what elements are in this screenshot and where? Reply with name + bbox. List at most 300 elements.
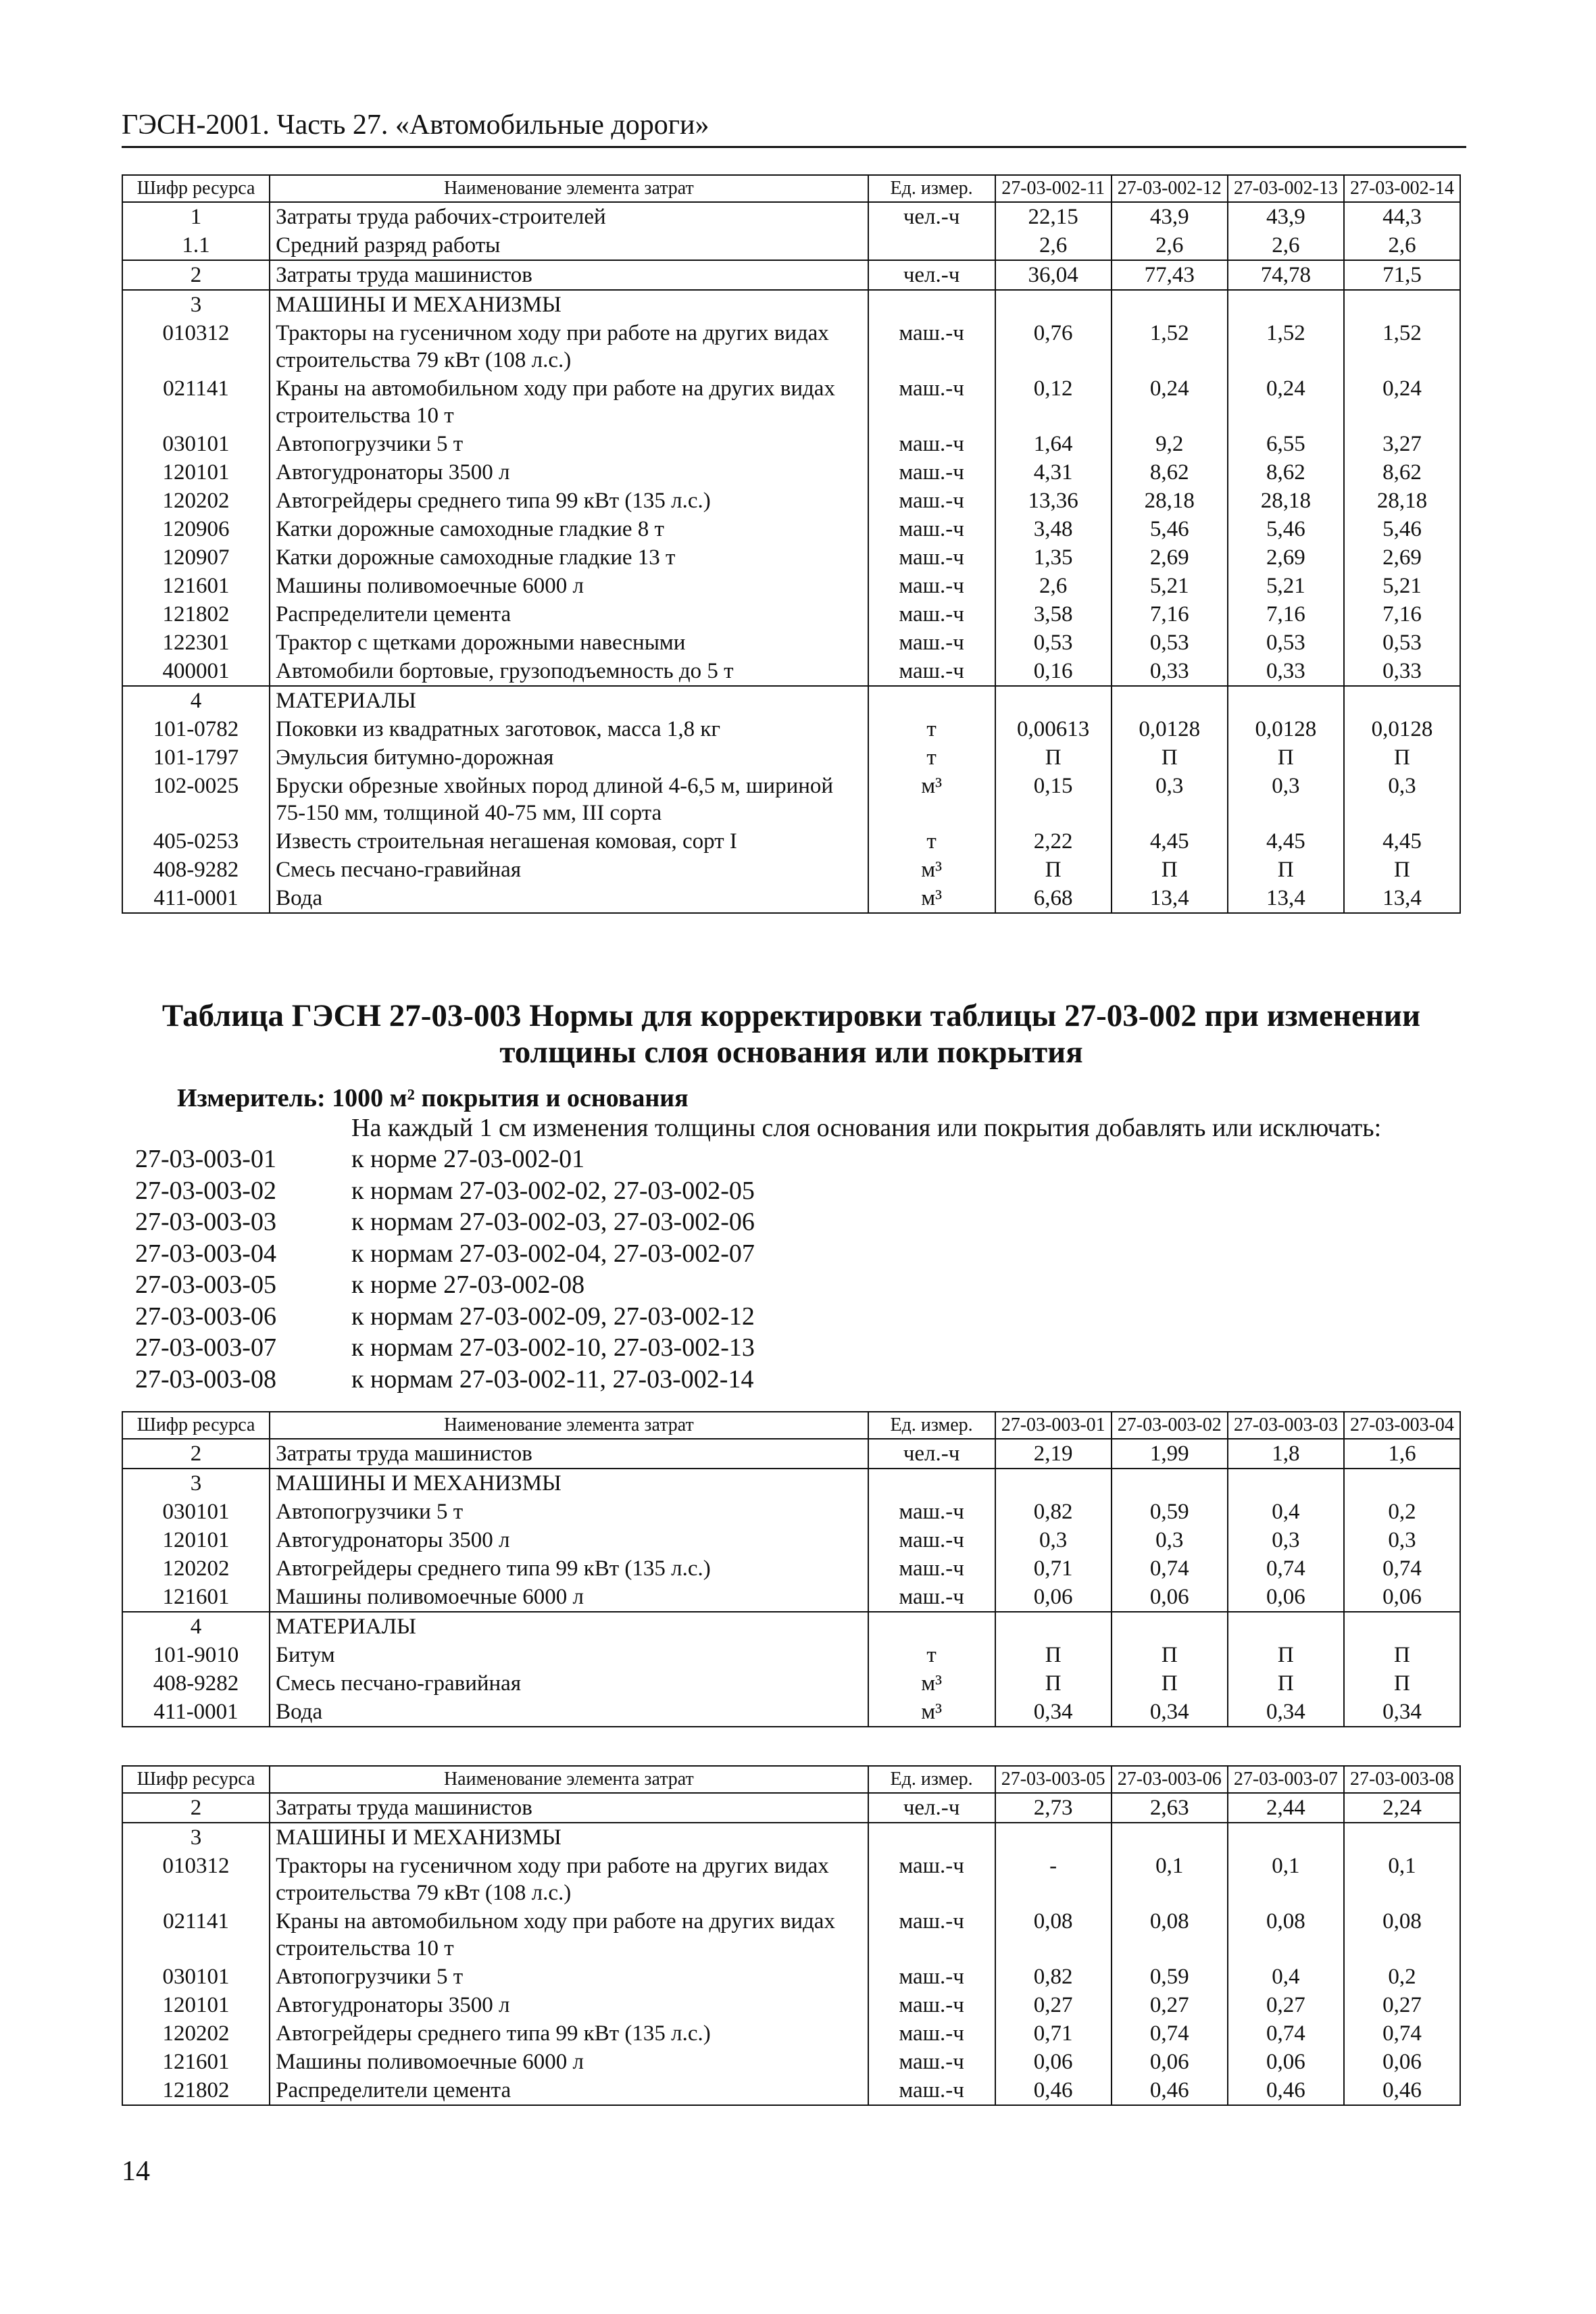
norm-value: П	[1344, 1669, 1460, 1698]
norm-value: 0,33	[1112, 657, 1228, 686]
unit-cell	[868, 231, 995, 260]
unit-cell: м³	[868, 1669, 995, 1698]
norm-value: 43,9	[1112, 202, 1228, 231]
cost-element-name: Катки дорожные самоходные гладкие 8 т	[270, 515, 868, 543]
empty-cell	[1228, 1612, 1344, 1641]
empty-cell	[1112, 290, 1228, 319]
norm-value: П	[1228, 743, 1344, 772]
norm-value: 2,6	[995, 572, 1112, 600]
empty-cell	[1344, 1823, 1460, 1852]
norm-value: 2,69	[1228, 543, 1344, 572]
table-row	[122, 600, 1460, 629]
col-header-norm: 27-03-003-08	[1344, 1766, 1460, 1793]
table-row	[122, 1583, 1460, 1612]
resource-code: 120202	[122, 1554, 270, 1583]
norm-value: П	[1228, 856, 1344, 884]
reference-row	[135, 1364, 755, 1396]
cost-element-name: Смесь песчано-гравийная	[270, 856, 868, 884]
resource-code: 121802	[122, 600, 270, 629]
empty-cell	[1228, 1469, 1344, 1498]
table-header-row	[122, 1412, 1460, 1439]
resource-code: 120907	[122, 543, 270, 572]
norm-value: 2,19	[995, 1439, 1112, 1469]
col-header-code: Шифр ресурса	[122, 1412, 270, 1439]
norm-value: 2,24	[1344, 1793, 1460, 1823]
norm-value: 2,73	[995, 1793, 1112, 1823]
norm-value: 0,08	[995, 1907, 1112, 1963]
resource-code: 010312	[122, 1852, 270, 1907]
empty-cell	[995, 1823, 1112, 1852]
resource-code: 4	[122, 686, 270, 715]
table-row	[122, 319, 1460, 374]
cost-element-name: Автогудронаторы 3500 л	[270, 1991, 868, 2019]
reference-text: к нормам 27-03-002-02, 27-03-002-05	[351, 1176, 755, 1205]
norm-value: П	[995, 743, 1112, 772]
unit-cell: маш.-ч	[868, 1498, 995, 1526]
norm-value: П	[995, 1641, 1112, 1669]
norm-value: 0,06	[995, 2048, 1112, 2076]
resource-code: 121601	[122, 572, 270, 600]
empty-cell	[995, 1469, 1112, 1498]
norm-value: 0,3	[1112, 772, 1228, 827]
table-row	[122, 1554, 1460, 1583]
resource-code: 120101	[122, 1991, 270, 2019]
norm-value: П	[1112, 743, 1228, 772]
unit-cell: чел.-ч	[868, 260, 995, 290]
norm-value: 4,45	[1344, 827, 1460, 856]
table-row	[122, 715, 1460, 743]
table-header-row	[122, 175, 1460, 202]
col-header-norm: 27-03-003-04	[1344, 1412, 1460, 1439]
norm-value: 2,6	[1228, 231, 1344, 260]
cost-element-name: Известь строительная негашеная комовая, сорт I	[270, 827, 868, 856]
norm-value: 0,3	[1228, 1526, 1344, 1554]
reference-row	[135, 1175, 755, 1207]
cost-element-name: Бруски обрезные хвойных пород длиной 4-6,5 м, шириной 75-150 мм, толщиной 40-75 мм, III сорта	[270, 772, 868, 827]
norm-value: 0,74	[1112, 1554, 1228, 1583]
table-row	[122, 2076, 1460, 2105]
norm-value: 3,48	[995, 515, 1112, 543]
unit-cell: м³	[868, 1698, 995, 1727]
resource-code: 030101	[122, 430, 270, 458]
norm-value: 0,06	[1112, 2048, 1228, 2076]
norm-value: 3,27	[1344, 430, 1460, 458]
col-header-norm: 27-03-002-12	[1112, 175, 1228, 202]
norm-value: 4,31	[995, 458, 1112, 487]
cost-element-name: Краны на автомобильном ходу при работе на других видах строительства 10 т	[270, 374, 868, 430]
meter-line: Измеритель: 1000 м² покрытия и основания	[177, 1084, 689, 1112]
norm-value: 0,12	[995, 374, 1112, 430]
norm-value: 0,46	[1112, 2076, 1228, 2105]
table-row	[122, 515, 1460, 543]
col-header-unit: Ед. измер.	[868, 1766, 995, 1793]
unit-cell: маш.-ч	[868, 1907, 995, 1963]
norm-value: 2,6	[1112, 231, 1228, 260]
norm-value: П	[1112, 1641, 1228, 1669]
norm-value: 0,00613	[995, 715, 1112, 743]
reference-row	[135, 1238, 755, 1270]
section-row	[122, 686, 1460, 715]
unit-cell: маш.-ч	[868, 572, 995, 600]
norm-value: 0,06	[1112, 1583, 1228, 1612]
resource-code: 2	[122, 1439, 270, 1469]
reference-code: 27-03-003-08	[135, 1364, 276, 1394]
norm-value: П	[1344, 1641, 1460, 1669]
norm-value: П	[1228, 1641, 1344, 1669]
norm-value: 0,74	[1228, 2019, 1344, 2048]
reference-code: 27-03-003-03	[135, 1208, 276, 1236]
resource-code: 021141	[122, 374, 270, 430]
norm-value: 0,15	[995, 772, 1112, 827]
norm-value: 71,5	[1344, 260, 1460, 290]
section-row	[122, 1823, 1460, 1852]
section-heading: МАШИНЫ И МЕХАНИЗМЫ	[270, 1823, 868, 1852]
resource-code: 120202	[122, 487, 270, 515]
norm-value: 0,33	[1344, 657, 1460, 686]
norm-value: 0,24	[1112, 374, 1228, 430]
col-header-name: Наименование элемента затрат	[270, 175, 868, 202]
table-row	[122, 458, 1460, 487]
unit-cell: маш.-ч	[868, 487, 995, 515]
table-row	[122, 2048, 1460, 2076]
table-row	[122, 856, 1460, 884]
norms-table-27-03-002	[122, 174, 1461, 914]
cost-element-name: Машины поливомоечные 6000 л	[270, 1583, 868, 1612]
resource-code: 120906	[122, 515, 270, 543]
reference-row	[135, 1301, 755, 1333]
empty-cell	[1344, 290, 1460, 319]
norm-value: 6,68	[995, 884, 1112, 913]
reference-code: 27-03-003-05	[135, 1271, 276, 1299]
norm-value: 5,46	[1228, 515, 1344, 543]
cost-element-name: Трактор с щетками дорожными навесными	[270, 629, 868, 657]
unit-cell: маш.-ч	[868, 1526, 995, 1554]
norm-value: 8,62	[1228, 458, 1344, 487]
unit-cell: м³	[868, 856, 995, 884]
empty-cell	[1228, 1823, 1344, 1852]
section-row	[122, 1469, 1460, 1498]
empty-cell	[1112, 1469, 1228, 1498]
table-row	[122, 1698, 1460, 1727]
norm-value: 0,82	[995, 1963, 1112, 1991]
norm-value: 0,1	[1228, 1852, 1344, 1907]
empty-cell	[995, 1612, 1112, 1641]
empty-cell	[1228, 686, 1344, 715]
unit-cell: т	[868, 715, 995, 743]
reference-text: к нормам 27-03-002-10, 27-03-002-13	[351, 1333, 755, 1362]
norm-value: 6,55	[1228, 430, 1344, 458]
norm-value: 5,46	[1112, 515, 1228, 543]
norm-value: -	[995, 1852, 1112, 1907]
reference-code: 27-03-003-07	[135, 1333, 276, 1362]
norm-value: 0,2	[1344, 1963, 1460, 1991]
norm-value: 0,59	[1112, 1498, 1228, 1526]
norm-value: 0,74	[1228, 1554, 1344, 1583]
norm-value: 0,0128	[1344, 715, 1460, 743]
resource-code: 122301	[122, 629, 270, 657]
norm-value: 8,62	[1344, 458, 1460, 487]
norm-value: 2,44	[1228, 1793, 1344, 1823]
resource-code: 3	[122, 1469, 270, 1498]
cost-element-name: Вода	[270, 1698, 868, 1727]
norm-value: 0,0128	[1228, 715, 1344, 743]
cost-element-name: Автогрейдеры среднего типа 99 кВт (135 л.с.)	[270, 2019, 868, 2048]
norm-value: 22,15	[995, 202, 1112, 231]
cost-element-name: Автогудронаторы 3500 л	[270, 1526, 868, 1554]
empty-cell	[1112, 1823, 1228, 1852]
norms-table-27-03-003-a	[122, 1411, 1461, 1727]
norm-value: 0,24	[1344, 374, 1460, 430]
norm-value: 0,27	[1228, 1991, 1344, 2019]
empty-cell	[868, 290, 995, 319]
empty-cell	[1112, 686, 1228, 715]
page-header: ГЭСН-2001. Часть 27. «Автомобильные дороги»	[122, 108, 1466, 148]
norm-value: 1,99	[1112, 1439, 1228, 1469]
cost-element-name: Автопогрузчики 5 т	[270, 1963, 868, 1991]
cost-element-name: Вода	[270, 884, 868, 913]
table-row	[122, 884, 1460, 913]
norm-value: 0,34	[1344, 1698, 1460, 1727]
norm-value: 0,16	[995, 657, 1112, 686]
resource-code: 3	[122, 1823, 270, 1852]
cost-element-name: Тракторы на гусеничном ходу при работе на других видах строительства 79 кВт (108 л.с.)	[270, 1852, 868, 1907]
unit-cell: маш.-ч	[868, 1554, 995, 1583]
section-row	[122, 1612, 1460, 1641]
norm-value: П	[995, 856, 1112, 884]
empty-cell	[1112, 1612, 1228, 1641]
norm-value: 0,4	[1228, 1498, 1344, 1526]
resource-code: 030101	[122, 1498, 270, 1526]
unit-cell: маш.-ч	[868, 374, 995, 430]
norm-value: 4,45	[1112, 827, 1228, 856]
cost-element-name: Автогрейдеры среднего типа 99 кВт (135 л.с.)	[270, 1554, 868, 1583]
empty-cell	[868, 686, 995, 715]
resource-code: 121802	[122, 2076, 270, 2105]
col-header-norm: 27-03-002-13	[1228, 175, 1344, 202]
resource-code: 120101	[122, 458, 270, 487]
empty-cell	[868, 1612, 995, 1641]
norm-value: 1,52	[1112, 319, 1228, 374]
norm-value: 1,52	[1228, 319, 1344, 374]
table-row	[122, 629, 1460, 657]
col-header-unit: Ед. измер.	[868, 1412, 995, 1439]
resource-code: 411-0001	[122, 1698, 270, 1727]
resource-code: 030101	[122, 1963, 270, 1991]
norm-value: 1,64	[995, 430, 1112, 458]
reference-text: к нормам 27-03-002-03, 27-03-002-06	[351, 1208, 755, 1236]
table-row	[122, 572, 1460, 600]
section-heading: МАШИНЫ И МЕХАНИЗМЫ	[270, 1469, 868, 1498]
col-header-unit: Ед. измер.	[868, 175, 995, 202]
norm-value: 0,53	[1344, 629, 1460, 657]
norm-value: 0,3	[1344, 772, 1460, 827]
norm-value: 0,4	[1228, 1963, 1344, 1991]
col-header-code: Шифр ресурса	[122, 1766, 270, 1793]
unit-cell: маш.-ч	[868, 2048, 995, 2076]
norm-value: 36,04	[995, 260, 1112, 290]
resource-code: 010312	[122, 319, 270, 374]
unit-cell: т	[868, 827, 995, 856]
norm-value: 0,59	[1112, 1963, 1228, 1991]
cost-element-name: Распределители цемента	[270, 600, 868, 629]
table-row	[122, 1793, 1460, 1823]
reference-text: к нормам 27-03-002-04, 27-03-002-07	[351, 1239, 755, 1268]
reference-row	[135, 1143, 755, 1175]
norm-value: 0,3	[1344, 1526, 1460, 1554]
norm-value: 1,52	[1344, 319, 1460, 374]
col-header-norm: 27-03-002-11	[995, 175, 1112, 202]
cost-element-name: Тракторы на гусеничном ходу при работе на других видах строительства 79 кВт (108 л.с.)	[270, 319, 868, 374]
norm-value: 0,74	[1344, 2019, 1460, 2048]
norm-value: 0,74	[1344, 1554, 1460, 1583]
norm-value: 5,21	[1112, 572, 1228, 600]
unit-cell: маш.-ч	[868, 319, 995, 374]
norm-value: 0,46	[995, 2076, 1112, 2105]
norm-value: П	[1344, 856, 1460, 884]
cost-element-name: Автопогрузчики 5 т	[270, 1498, 868, 1526]
empty-cell	[995, 686, 1112, 715]
table-row	[122, 1907, 1460, 1963]
resource-code: 121601	[122, 2048, 270, 2076]
col-header-norm: 27-03-003-03	[1228, 1412, 1344, 1439]
norm-value: 0,71	[995, 2019, 1112, 2048]
unit-cell: маш.-ч	[868, 600, 995, 629]
col-header-norm: 27-03-002-14	[1344, 175, 1460, 202]
norm-value: 13,36	[995, 487, 1112, 515]
table-row	[122, 827, 1460, 856]
table-row	[122, 1439, 1460, 1469]
unit-cell: маш.-ч	[868, 657, 995, 686]
cost-element-name: Автомобили бортовые, грузоподъемность до 5 т	[270, 657, 868, 686]
resource-code: 400001	[122, 657, 270, 686]
table-row	[122, 430, 1460, 458]
norm-value: 13,4	[1112, 884, 1228, 913]
resource-code: 120101	[122, 1526, 270, 1554]
cost-element-name: Автогудронаторы 3500 л	[270, 458, 868, 487]
col-header-norm: 27-03-003-05	[995, 1766, 1112, 1793]
norm-value: 77,43	[1112, 260, 1228, 290]
norm-value: 5,21	[1344, 572, 1460, 600]
norm-value: 74,78	[1228, 260, 1344, 290]
norm-value: 0,34	[1228, 1698, 1344, 1727]
reference-text: к норме 27-03-002-01	[351, 1145, 585, 1173]
resource-code: 101-1797	[122, 743, 270, 772]
resource-code: 408-9282	[122, 856, 270, 884]
col-header-norm: 27-03-003-02	[1112, 1412, 1228, 1439]
norm-value: П	[1344, 743, 1460, 772]
norm-value: 2,63	[1112, 1793, 1228, 1823]
norm-value: 2,6	[1344, 231, 1460, 260]
reference-code: 27-03-003-06	[135, 1302, 276, 1331]
unit-cell: чел.-ч	[868, 1439, 995, 1469]
reference-code: 27-03-003-01	[135, 1145, 276, 1173]
resource-code: 408-9282	[122, 1669, 270, 1698]
cost-element-name: Эмульсия битумно-дорожная	[270, 743, 868, 772]
unit-cell: маш.-ч	[868, 430, 995, 458]
col-header-name: Наименование элемента затрат	[270, 1412, 868, 1439]
norm-value: 0,53	[1228, 629, 1344, 657]
unit-cell: маш.-ч	[868, 629, 995, 657]
norm-value: 2,69	[1344, 543, 1460, 572]
norm-value: 28,18	[1112, 487, 1228, 515]
cost-element-name: Машины поливомоечные 6000 л	[270, 572, 868, 600]
col-header-code: Шифр ресурса	[122, 175, 270, 202]
table-row	[122, 657, 1460, 686]
reference-row	[135, 1206, 755, 1238]
norm-value: 0,76	[995, 319, 1112, 374]
reference-code: 27-03-003-02	[135, 1176, 276, 1205]
norm-value: 0,06	[995, 1583, 1112, 1612]
cost-element-name: Затраты труда рабочих-строителей	[270, 202, 868, 231]
norm-value: 28,18	[1344, 487, 1460, 515]
resource-code: 2	[122, 1793, 270, 1823]
col-header-norm: 27-03-003-06	[1112, 1766, 1228, 1793]
norm-value: 0,08	[1344, 1907, 1460, 1963]
table-row	[122, 772, 1460, 827]
norm-value: 0,24	[1228, 374, 1344, 430]
norm-value: 0,53	[995, 629, 1112, 657]
norm-value: 0,82	[995, 1498, 1112, 1526]
table-row	[122, 1669, 1460, 1698]
norm-value: 1,8	[1228, 1439, 1344, 1469]
norm-value: 0,3	[1228, 772, 1344, 827]
resource-code: 102-0025	[122, 772, 270, 827]
section-heading: МАТЕРИАЛЫ	[270, 686, 868, 715]
page-number: 14	[122, 2156, 150, 2187]
unit-cell: маш.-ч	[868, 1991, 995, 2019]
reference-text: к нормам 27-03-002-09, 27-03-002-12	[351, 1302, 755, 1331]
norm-references	[135, 1143, 755, 1395]
table-row	[122, 1498, 1460, 1526]
norm-value: 0,3	[995, 1526, 1112, 1554]
table-row	[122, 1526, 1460, 1554]
norm-value: 0,34	[1112, 1698, 1228, 1727]
norm-value: 13,4	[1344, 884, 1460, 913]
norm-value: 0,71	[995, 1554, 1112, 1583]
table-row	[122, 2019, 1460, 2048]
resource-code: 021141	[122, 1907, 270, 1963]
norm-value: 0,34	[995, 1698, 1112, 1727]
empty-cell	[995, 290, 1112, 319]
cost-element-name: Распределители цемента	[270, 2076, 868, 2105]
norm-value: 0,08	[1112, 1907, 1228, 1963]
unit-cell: т	[868, 743, 995, 772]
reference-text: к норме 27-03-002-08	[351, 1271, 585, 1299]
unit-cell: чел.-ч	[868, 1793, 995, 1823]
norm-value: 0,33	[1228, 657, 1344, 686]
norm-value: 4,45	[1228, 827, 1344, 856]
norm-value: 43,9	[1228, 202, 1344, 231]
section-heading: МАШИНЫ И МЕХАНИЗМЫ	[270, 290, 868, 319]
unit-cell: маш.-ч	[868, 2019, 995, 2048]
col-header-name: Наименование элемента затрат	[270, 1766, 868, 1793]
norm-value: 0,06	[1344, 1583, 1460, 1612]
norm-value: 0,74	[1112, 2019, 1228, 2048]
norm-value: 1,35	[995, 543, 1112, 572]
table-header-row	[122, 1766, 1460, 1793]
norms-table-27-03-003-b	[122, 1765, 1461, 2106]
norm-value: П	[1112, 1669, 1228, 1698]
norm-value: 7,16	[1344, 600, 1460, 629]
norm-value: 0,06	[1228, 1583, 1344, 1612]
empty-cell	[1228, 290, 1344, 319]
resource-code: 411-0001	[122, 884, 270, 913]
norm-value: 5,21	[1228, 572, 1344, 600]
resource-code: 2	[122, 260, 270, 290]
section-row	[122, 290, 1460, 319]
empty-cell	[1344, 1612, 1460, 1641]
norm-value: 0,1	[1112, 1852, 1228, 1907]
